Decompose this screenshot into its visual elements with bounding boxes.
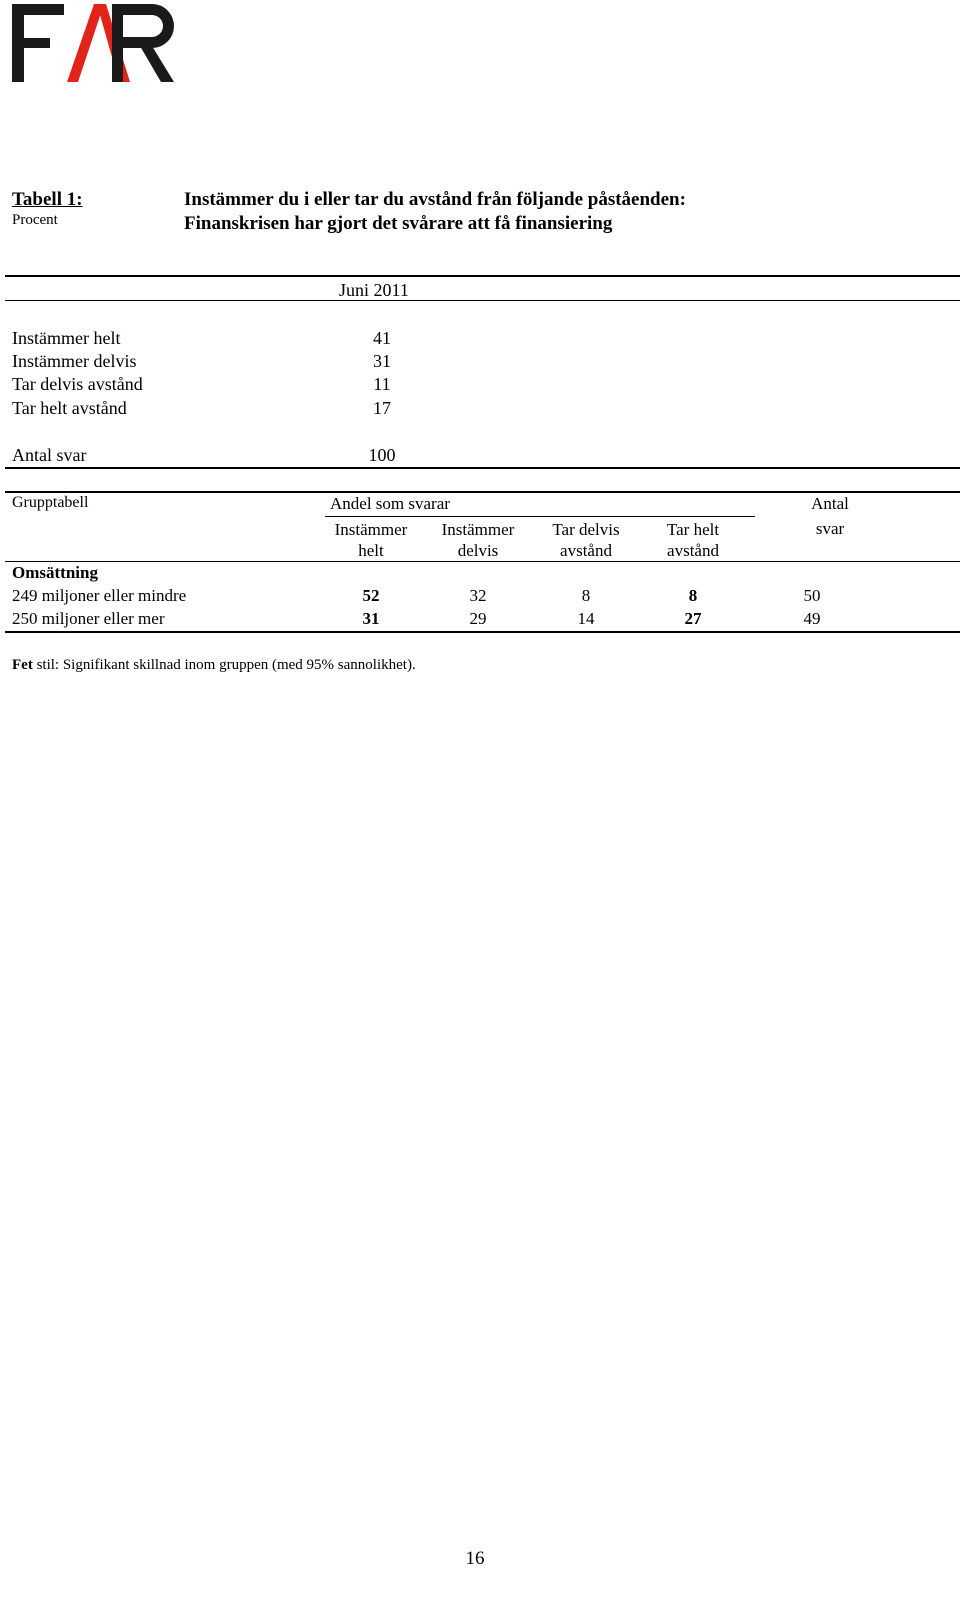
share-header: Andel som svarar [330, 494, 450, 513]
survey-statement: Finanskrisen har gjort det svårare att få finansiering [184, 213, 613, 234]
cell: 31 [362, 609, 380, 628]
table-label: Tabell 1: [12, 189, 83, 210]
share-header-rule [325, 516, 755, 517]
row-label: Tar delvis avstånd [12, 374, 143, 394]
column-header-line: delvis [457, 541, 499, 560]
table-row [12, 374, 412, 397]
column-header-line: Instämmer [334, 520, 408, 539]
far-logo [12, 4, 174, 82]
cell: 14 [577, 609, 595, 628]
column-header-line: Instämmer [441, 520, 515, 539]
total-row [12, 445, 412, 468]
count-header: Antal [811, 494, 849, 513]
table-bottom-rule [5, 467, 960, 469]
group-table-title: Grupptabell [12, 494, 89, 511]
section-label: Omsättning [12, 563, 98, 582]
column-header [638, 519, 748, 561]
row-label: Instämmer helt [12, 328, 121, 348]
unit-label: Procent [12, 212, 58, 228]
footnote-text: stil: Signifikant skillnad inom gruppen (med 95% sannolikhet). [32, 657, 416, 673]
row-value: 17 [373, 398, 391, 418]
column-header-line: avstånd [560, 541, 612, 560]
count-cell: 49 [803, 609, 821, 628]
column-header-line: helt [358, 541, 384, 560]
survey-question: Instämmer du i eller tar du avstånd från följande påståenden: [184, 189, 686, 210]
column-header-line: Tar helt [666, 520, 720, 539]
table-header-rule [5, 300, 960, 301]
footnote [12, 657, 416, 674]
cell: 32 [469, 586, 487, 605]
row-value: 41 [373, 328, 391, 348]
table-row [12, 609, 960, 632]
row-label: Tar helt avstånd [12, 398, 127, 418]
page-number: 16 [465, 1548, 485, 1569]
row-label: Instämmer delvis [12, 351, 137, 371]
table-row [12, 398, 412, 421]
total-label: Antal svar [12, 445, 87, 465]
cell: 8 [688, 586, 698, 605]
count-cell: 50 [803, 586, 821, 605]
column-header [531, 519, 641, 561]
table-row [12, 351, 412, 374]
cell: 52 [362, 586, 380, 605]
period-header: Juni 2011 [339, 280, 409, 300]
table-row [12, 586, 960, 609]
column-header [423, 519, 533, 561]
column-header-line: avstånd [667, 541, 719, 560]
group-table-bottom-rule [5, 631, 960, 633]
row-value: 11 [373, 374, 391, 394]
row-label: 250 miljoner eller mer [12, 609, 165, 628]
cell: 27 [684, 609, 702, 628]
table-row [12, 328, 412, 351]
column-header [316, 519, 426, 561]
column-header-line: Tar delvis [552, 520, 620, 539]
row-value: 31 [373, 351, 391, 371]
cell: 8 [581, 586, 591, 605]
footnote-bold: Fet [12, 657, 33, 673]
count-header: svar [815, 519, 845, 538]
total-value: 100 [368, 445, 396, 465]
group-table-top-rule [5, 491, 960, 493]
row-label: 249 miljoner eller mindre [12, 586, 187, 605]
cell: 29 [469, 609, 487, 628]
table-top-rule [5, 275, 960, 277]
group-table-header-rule [5, 561, 960, 562]
